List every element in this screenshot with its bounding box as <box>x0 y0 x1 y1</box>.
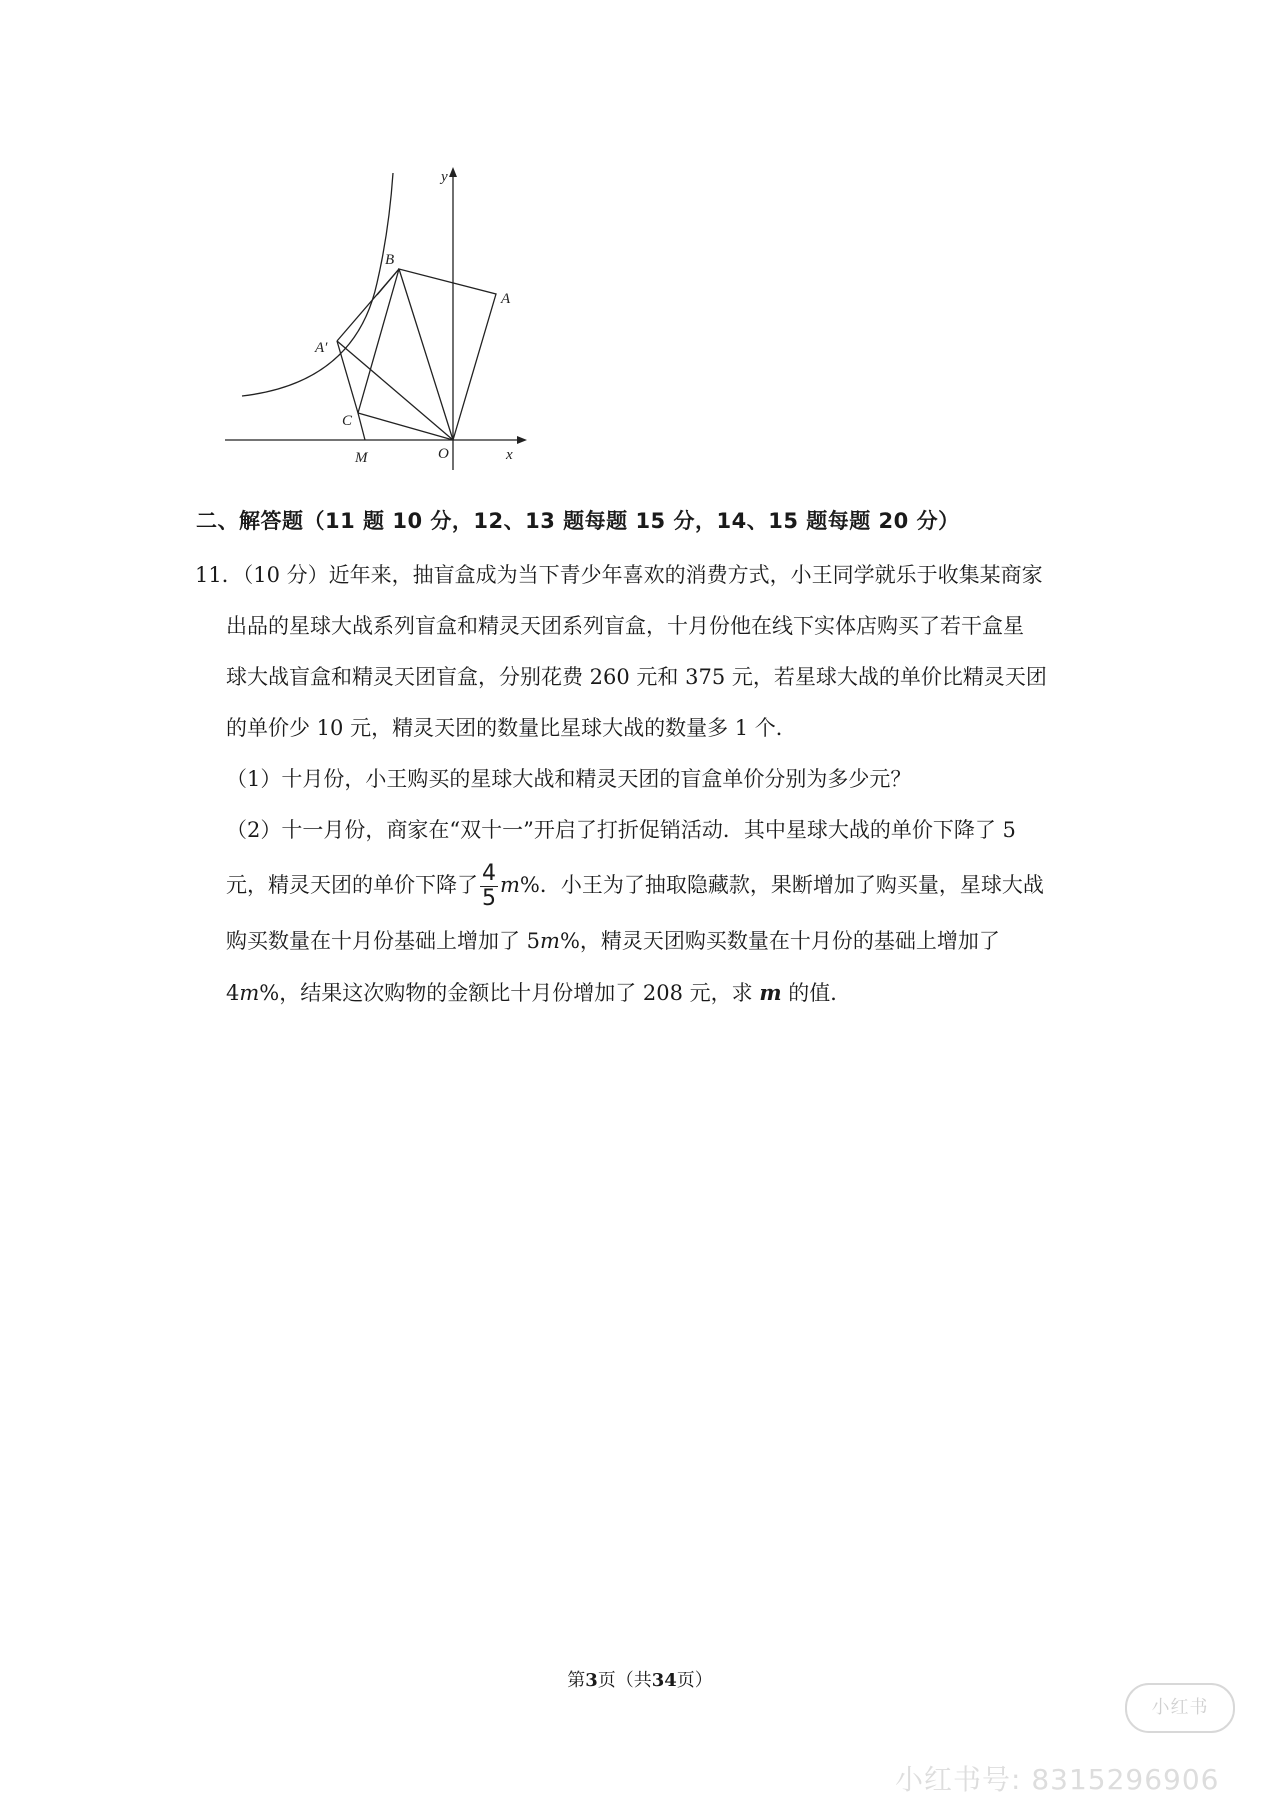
label-x: x <box>506 447 513 463</box>
fraction-four-fifths <box>480 863 498 910</box>
segment-aprime-o <box>337 341 453 440</box>
question-2-line-4 <box>226 967 851 1019</box>
footer-suffix: 页） <box>676 1670 713 1691</box>
curve <box>242 173 393 396</box>
variable-m: m <box>540 929 560 953</box>
q2-line4-start: 4 <box>226 981 240 1005</box>
variable-m: m <box>500 873 520 897</box>
footer-mid: 页（共 <box>597 1670 652 1691</box>
problem-line-3: 球大战盲盒和精灵天团盲盒，分别花费 260 元和 375 元，若星球大战的单价比精灵天团 <box>226 665 1047 689</box>
label-c: C <box>342 413 353 429</box>
page-number: 3 <box>585 1670 598 1691</box>
fraction-numerator: 4 <box>482 861 496 886</box>
q2-line4-mid: %，结果这次购物的金额比十月份增加了 208 元，求 <box>259 981 753 1005</box>
segment-c-o <box>358 413 453 440</box>
question-2-line-1: （2）十一月份，商家在“双十一”开启了打折促销活动．其中星球大战的单价下降了 5 <box>226 818 1016 842</box>
q2-line4-end: 的值． <box>788 981 852 1005</box>
question-2-line-3 <box>226 916 1000 967</box>
label-a-prime: A′ <box>315 340 328 356</box>
segment-c-m <box>358 413 365 440</box>
q2-line3-start: 购买数量在十月份基础上增加了 5 <box>226 929 541 953</box>
segment-aprime-c <box>337 341 358 413</box>
label-y: y <box>441 169 448 185</box>
q2-line2-start: 元，精灵天团的单价下降了 <box>226 873 478 897</box>
question-2-line-2 <box>226 860 1044 911</box>
section-heading: 二、解答题（11 题 10 分，12、13 题每题 15 分，14、15 题每题 20 分） <box>196 509 960 533</box>
q2-line3-end: %，精灵天团购买数量在十月份的基础上增加了 <box>559 929 1000 953</box>
label-m: M <box>355 450 368 466</box>
y-axis-arrow <box>449 167 457 177</box>
variable-m: m <box>759 980 782 1005</box>
fraction-denominator: 5 <box>482 886 496 911</box>
problem-line-1: 11．（10 分）近年来，抽盲盒成为当下青少年喜欢的消费方式，小王同学就乐于收集某商家 <box>195 563 1043 587</box>
label-b: B <box>385 252 395 268</box>
problem-line-4: 的单价少 10 元，精灵天团的数量比星球大战的数量多 1 个． <box>226 716 797 740</box>
label-o: O <box>438 446 449 462</box>
footer-prefix: 第 <box>567 1670 586 1691</box>
segment-c-b <box>358 269 399 413</box>
watermark-id: 小红书号: 8315296906 <box>895 1763 1220 1796</box>
x-axis-arrow <box>517 436 527 444</box>
coordinate-diagram <box>215 165 535 485</box>
question-1: （1）十月份，小王购买的星球大战和精灵天团的盲盒单价分别为多少元？ <box>226 767 912 791</box>
label-a: A <box>501 291 511 307</box>
q2-line2-end: %．小王为了抽取隐藏款，果断增加了购买量，星球大战 <box>519 873 1044 897</box>
page-footer <box>0 1666 1280 1692</box>
geometry-figure <box>215 165 535 485</box>
problem-line-2: 出品的星球大战系列盲盒和精灵天团系列盲盒，十月份他在线下实体店购买了若干盒星 <box>226 614 1024 638</box>
page-total: 34 <box>651 1670 677 1691</box>
watermark-logo: 小红书 <box>1125 1683 1235 1733</box>
quad-OBA <box>399 269 496 440</box>
variable-m: m <box>239 981 260 1005</box>
